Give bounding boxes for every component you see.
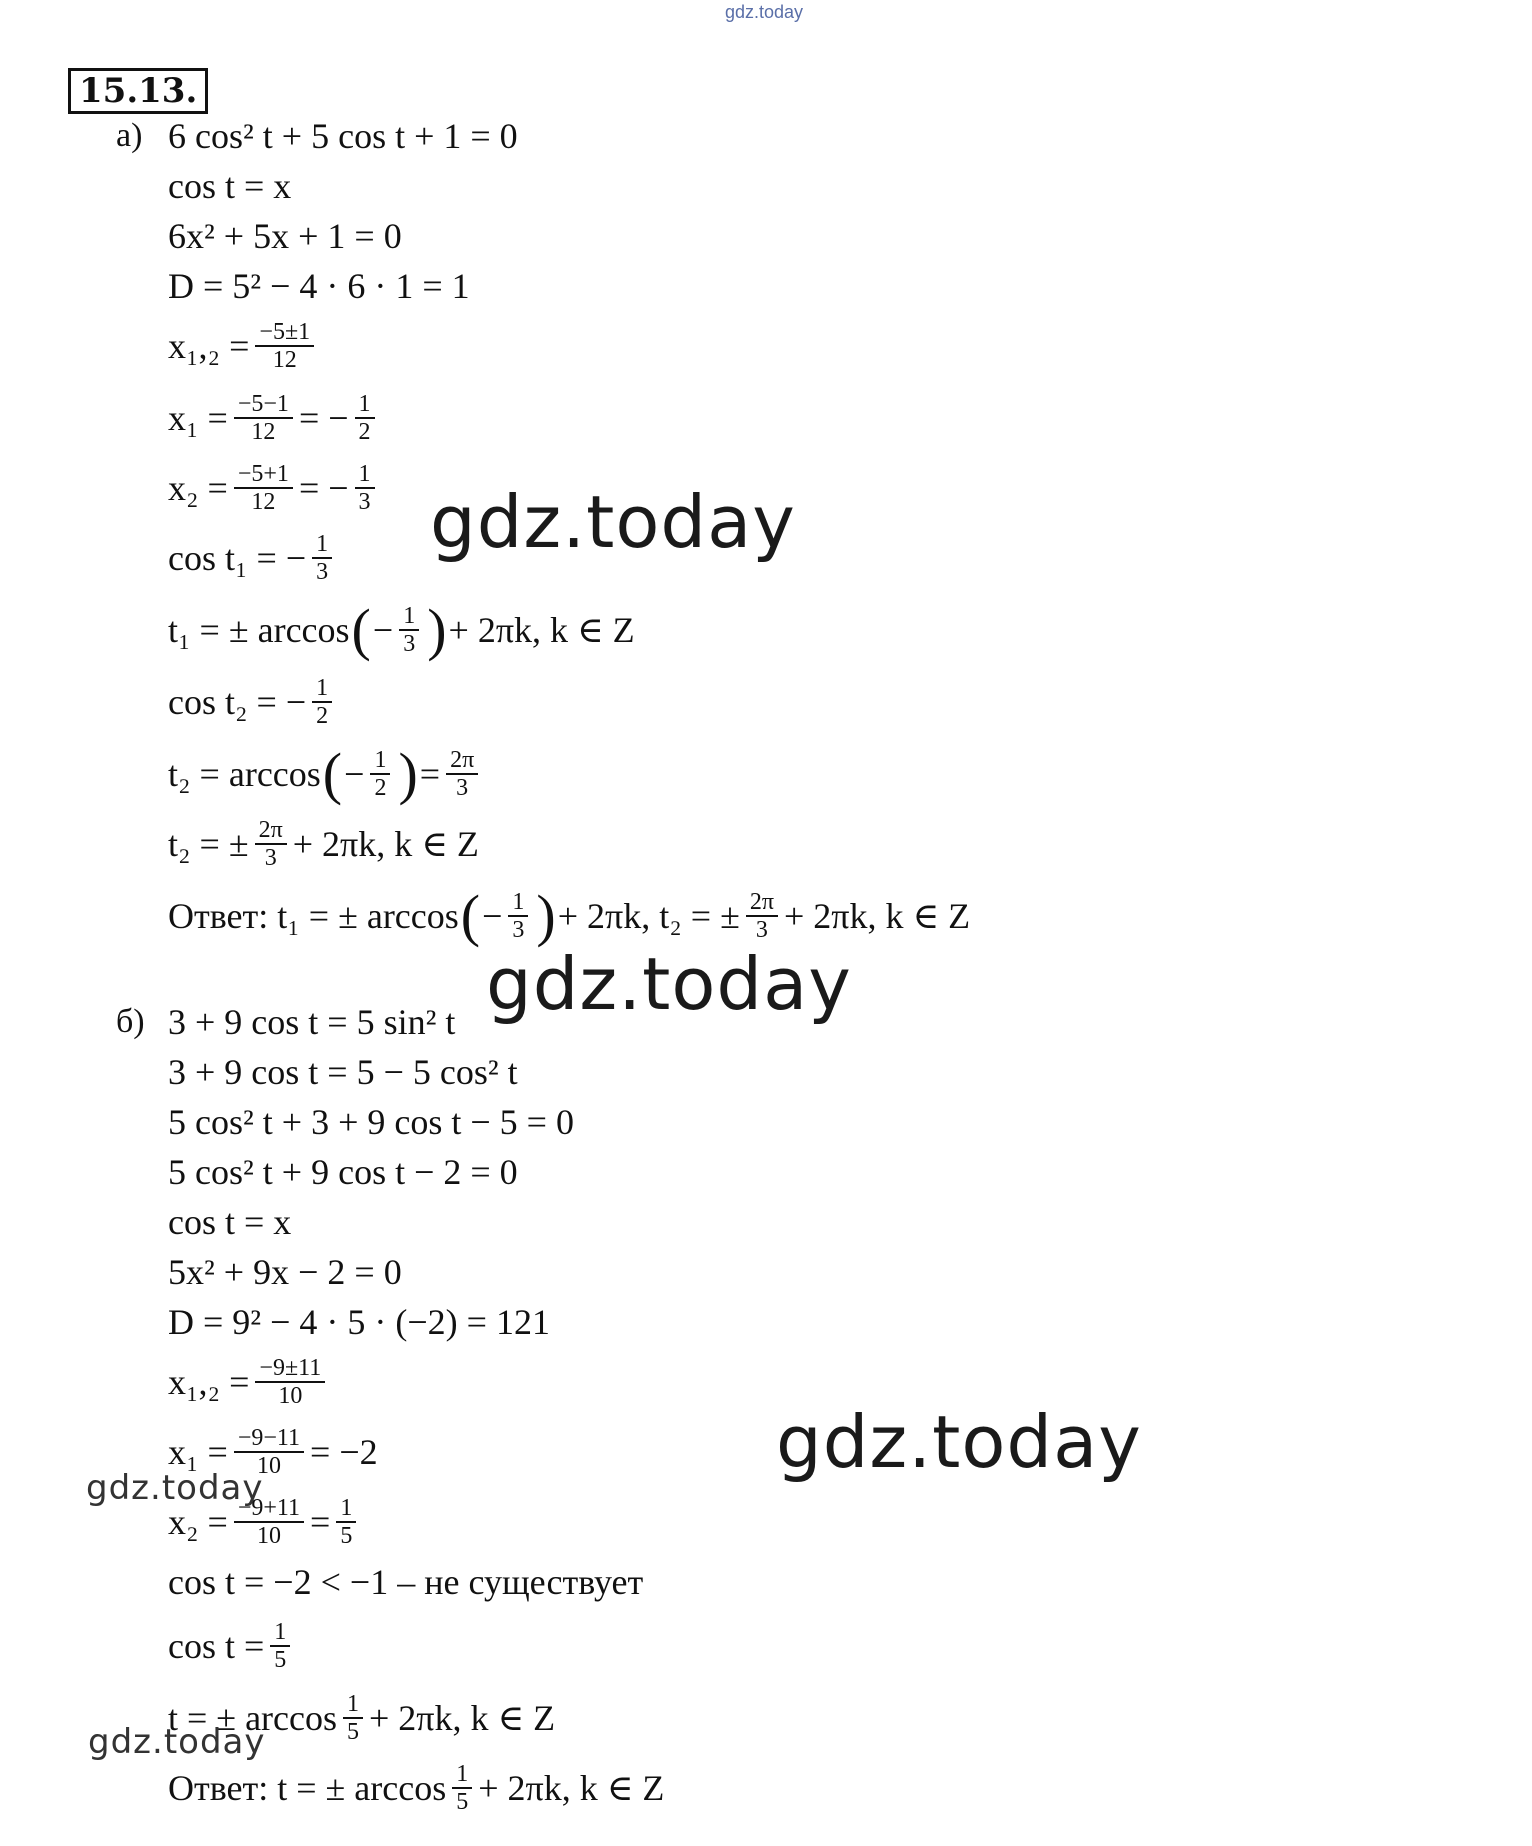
part-b-line-7: D = 9² − 4 · 5 · (−2) = 121 [168,1302,550,1342]
part-a-line-8: cos t₁ = − $\frac{1}{3}$ [168,532,338,584]
part-a-line-5: x₁,₂ = $\frac{-5\pm 1}{12}$ [168,320,320,372]
part-a-label: а) [116,117,143,154]
part-b-line-10: x₂ = $\frac{-9+11}{10}$ = $\frac{1}{5}$ [168,1496,362,1548]
part-a-line-6: x₁ = $\frac{-5-1}{12}$ = − $\frac{1}{2}$ [168,392,381,444]
part-b-line-6: 5x² + 9x − 2 = 0 [168,1252,402,1292]
part-b-line-8: x₁,₂ = $\frac{-9\pm 11}{10}$ [168,1356,331,1408]
part-a-line-4: D = 5² − 4 · 6 · 1 = 1 [168,266,470,306]
watermark-3: gdz.today [776,1400,1142,1484]
part-b-line-12: cos t = $\frac{1}{5}$ [168,1620,296,1672]
part-b-line-2: 3 + 9 cos t = 5 − 5 cos² t [168,1052,518,1092]
watermark-1: gdz.today [430,480,796,564]
part-a-line-1: 6 cos² t + 5 cos t + 1 = 0 [168,116,518,156]
part-b-line-4: 5 cos² t + 9 cos t − 2 = 0 [168,1152,518,1192]
part-a-line-3: 6x² + 5x + 1 = 0 [168,216,402,256]
part-a-answer: Ответ: t₁ = ± arccos ( − $\frac{1}{3}$ ) + 2πk, t₂ = ± $\frac{2\pi}{3}$ + 2πk, k ∈ Z [168,883,971,948]
watermark-5: gdz.today [88,1722,266,1762]
part-b-line-11: cos t = −2 < −1 – не существует [168,1562,644,1602]
part-a-line-11: t₂ = arccos ( − $\frac{1}{2}$ ) = $\frac{2\pi}{3}$ [168,748,484,800]
part-b-label: б) [116,1003,145,1040]
part-a-line-7: x₂ = $\frac{-5+1}{12}$ = − $\frac{1}{3}$ [168,462,381,514]
part-a-line-12: t₂ = ± $\frac{2\pi}{3}$ + 2πk, k ∈ Z [168,817,479,871]
part-a-line-9: t₁ = ± arccos ( − $\frac{1}{3}$ ) + 2πk, k ∈ Z [168,597,635,662]
part-b-line-13: t = ± arccos $\frac{1}{5}$ + 2πk, k ∈ Z [168,1691,556,1745]
part-b-line-1: 3 + 9 cos t = 5 sin² t [168,1002,456,1042]
part-a-line-2: cos t = x [168,166,292,206]
part-a-line-10: cos t₂ = − $\frac{1}{2}$ [168,676,338,728]
part-b-line-5: cos t = x [168,1202,292,1242]
watermark-4: gdz.today [86,1468,264,1508]
problem-number: 15.13. [68,68,208,114]
watermark-2: gdz.today [486,942,852,1026]
part-b-answer: Ответ: t = ± arccos $\frac{1}{5}$ + 2πk, k ∈ Z [168,1761,665,1815]
part-b-line-3: 5 cos² t + 3 + 9 cos t − 5 = 0 [168,1102,574,1142]
header-watermark: gdz.today [725,2,804,22]
part-b-line-9: x₁ = $\frac{-9-11}{10}$ = −2 [168,1425,378,1479]
